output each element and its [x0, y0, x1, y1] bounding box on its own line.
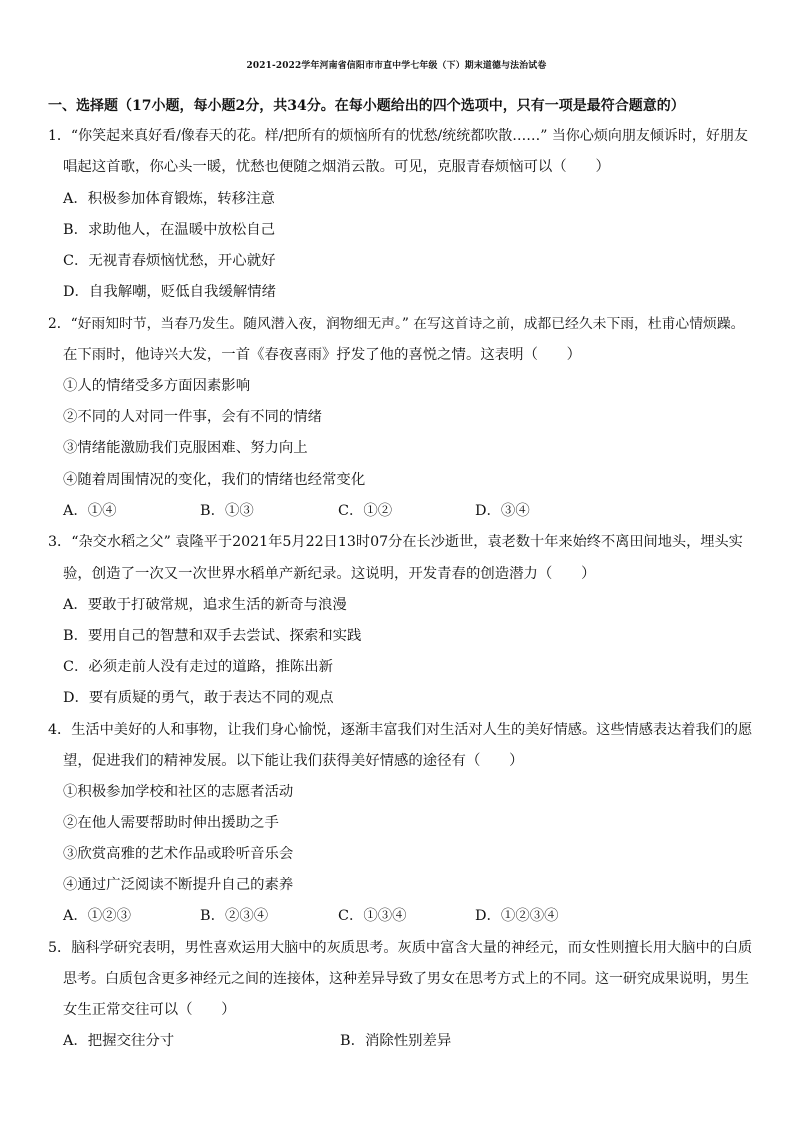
- question-4-option-c: C．①③④: [338, 908, 407, 924]
- exam-title: 2021-2022学年河南省信阳市市直中学七年级（下）期末道德与法治试卷: [246, 61, 547, 71]
- question-2-statement-3: ③情绪能激励我们克服困难、努力向上: [63, 440, 308, 456]
- question-2-option-a: A．①④: [63, 503, 117, 519]
- question-3-option-a: A．要敢于打破常规，追求生活的新奇与浪漫: [63, 597, 347, 613]
- question-2-option-d: D．③④: [475, 503, 530, 519]
- question-3-stem: 3．“杂交水稻之父” 袁隆平于2021年5月22日13时07分在长沙逝世，袁老数十年来始终不离田间地头，埋头实: [48, 534, 743, 550]
- question-5-stem-cont-2: 女生正常交往可以（ ）: [63, 1002, 236, 1018]
- question-4-option-d: D．①②③④: [475, 908, 559, 924]
- question-1-option-d: D．自我解嘲，贬低自我缓解情绪: [63, 284, 277, 300]
- question-5-option-b: B．消除性别差异: [340, 1033, 452, 1049]
- question-3-option-b: B．要用自己的智慧和双手去尝试、探索和实践: [63, 628, 362, 644]
- question-3-option-d: D．要有质疑的勇气，敢于表达不同的观点: [63, 690, 334, 706]
- question-5-stem: 5．脑科学研究表明，男性喜欢运用大脑中的灰质思考。灰质中富含大量的神经元，而女性则擅长用大脑中的白质: [48, 940, 753, 956]
- question-4-statement-1: ①积极参加学校和社区的志愿者活动: [63, 784, 294, 800]
- question-3-option-c: C．必须走前人没有走过的道路，推陈出新: [63, 659, 334, 675]
- question-3-stem-cont: 验，创造了一次又一次世界水稻单产新纪录。这说明，开发青春的创造潜力（ ）: [63, 566, 596, 582]
- question-1-option-c: C．无视青春烦恼忧愁，开心就好: [63, 253, 276, 269]
- question-1-stem: 1．“你笑起来真好看/像春天的花。样/把所有的烦恼所有的忧愁/统统都吹散……” 当你心烦向朋友倾诉时，好朋友: [48, 128, 748, 144]
- question-2-statement-4: ④随着周围情况的变化，我们的情绪也经常变化: [63, 472, 366, 488]
- question-4-option-a: A．①②③: [63, 908, 131, 924]
- section-heading-multiple-choice: 一、选择题（17小题，每小题2分，共34分。在每小题给出的四个选项中，只有一项是最符合题意的）: [48, 98, 685, 114]
- question-4-option-b: B．②③④: [200, 908, 269, 924]
- question-2-option-c: C．①②: [338, 503, 393, 519]
- question-2-stem: 2．“好雨知时节，当春乃发生。随风潜入夜，润物细无声。” 在写这首诗之前，成都已经久未下雨，杜甫心情烦躁。: [48, 316, 745, 332]
- question-5-option-a: A．把握交往分寸: [63, 1033, 175, 1049]
- question-2-statement-2: ②不同的人对同一件事，会有不同的情绪: [63, 409, 323, 425]
- question-4-stem-cont: 望，促进我们的精神发展。以下能让我们获得美好情感的途径有（ ）: [63, 753, 524, 769]
- question-2-stem-cont: 在下雨时，他诗兴大发，一首《春夜喜雨》抒发了他的喜悦之情。这表明（ ）: [63, 347, 582, 363]
- question-5-stem-cont-1: 思考。白质包含更多神经元之间的连接体，这种差异导致了男女在思考方式上的不同。这一研究成果说明，男生: [63, 971, 749, 987]
- question-4-statement-2: ②在他人需要帮助时伸出援助之手: [63, 815, 279, 831]
- question-4-stem: 4．生活中美好的人和事物，让我们身心愉悦，逐渐丰富我们对生活对人生的美好情感。这些情感表达着我们的愿: [48, 722, 753, 738]
- question-1-option-b: B．求助他人，在温暖中放松自己: [63, 222, 276, 238]
- question-4-statement-4: ④通过广泛阅读不断提升自己的素养: [63, 877, 294, 893]
- question-4-statement-3: ③欣赏高雅的艺术作品或聆听音乐会: [63, 846, 294, 862]
- question-1-stem-cont: 唱起这首歌，你心头一暖，忧愁也便随之烟消云散。可见，克服青春烦恼可以（ ）: [63, 159, 610, 175]
- question-2-statement-1: ①人的情绪受多方面因素影响: [63, 378, 251, 394]
- question-1-option-a: A．积极参加体育锻炼，转移注意: [63, 191, 275, 207]
- question-2-option-b: B．①③: [200, 503, 254, 519]
